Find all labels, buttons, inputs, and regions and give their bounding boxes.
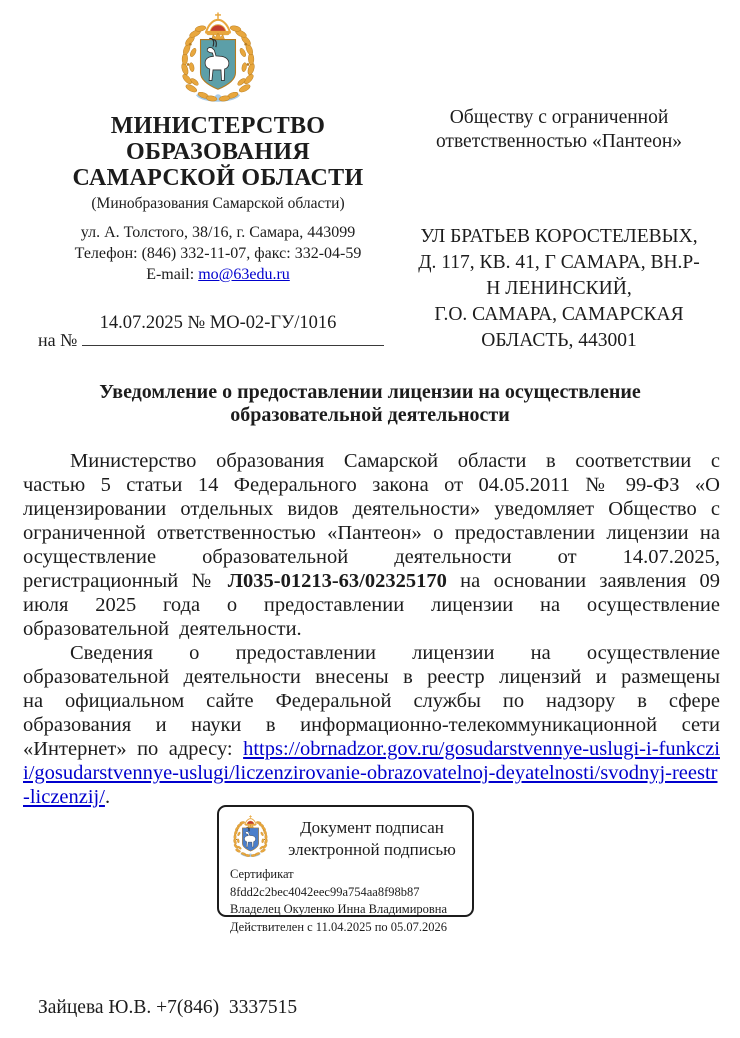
ministry-street-address: ул. А. Толстого, 38/16, г. Самара, 443099 [80,224,356,241]
reply-ref-label: на № [38,330,78,350]
samara-coat-of-arms-icon [172,10,264,106]
registry-url-link[interactable]: https://obrnadzor.gov.ru/gosudarstvennye-uslugi-i-funkczii/gosudarstvennye-uslugi/liczenzirovanie-obrazovatelnoj-deyatelnosti/svodnyj-reestr-liczenzij/ [23,738,720,808]
recipient-address-line: ОБЛАСТЬ, 443001 [481,330,637,351]
email-label: E-mail: [146,266,199,283]
electronic-signature-stamp [217,805,474,934]
document-title-line: образовательной деятельности [230,404,510,426]
email-link[interactable]: mo@63edu.ru [198,266,290,283]
document-title [60,381,680,427]
ministry-name-line: МИНИСТЕРСТВО [110,113,326,139]
reply-reference-line [38,330,390,351]
paragraph-1-text-after: на основании заявления 09 июля 2025 года о предоставлении лицензии на осуществление образовательной деятельности. [23,570,720,640]
recipient-address-line: УЛ БРАТЬЕВ КОРОСТЕЛЕВЫХ, [420,226,698,247]
recipient-address-line: Н ЛЕНИНСКИЙ, [486,278,632,299]
executor-contact: Зайцева Ю.В. +7(846) 3337515 [38,997,298,1018]
document-title-line: Уведомление о предоставлении лицензии на осуществление [99,381,641,403]
ministry-email-line [40,264,396,285]
license-registration-number: Л035-01213-63/02325170 [227,570,447,592]
recipient-address-line: Г.О. САМАРА, САМАРСКАЯ [434,304,684,325]
stamp-validity: Действителен с 11.04.2025 по 05.07.2026 [230,919,448,934]
ministry-name [40,113,396,191]
paragraph-2 [23,641,720,809]
ministry-name-line: САМАРСКОЙ ОБЛАСТИ [72,165,364,191]
stamp-certificate: Сертификат 8fdd2c2bec4042eec99a754aa8f98b87 [230,867,420,899]
reply-ref-blank-line [82,332,384,346]
stamp-title: Документ подписан электронной подписью [288,818,456,859]
recipient-address-line: Д. 117, КВ. 41, Г САМАРА, ВН.Р- [418,252,700,273]
stamp-coat-of-arms-icon [229,814,272,859]
ministry-name-line: ОБРАЗОВАНИЯ [126,139,310,165]
paragraph-2-period: . [104,786,111,808]
ministry-short-name: (Минобразования Самарской области) [91,195,345,212]
paragraph-1-text: Министерство образования Самарской области в соответствии с частью 5 статьи 14 Федерального закона от 04.05.2011 № 99-ФЗ «О лицензировании отдельных видов деятельности» уведомляет Общество с ограниченной ответственностью «Пантеон» о предоставлении лицензии на осуществление образовательной деятельности от 14.07.2025, регистрационный № [23,450,720,592]
ministry-phone-fax: Телефон: (846) 332-11-07, факс: 332-04-59 [74,245,362,262]
letterhead [40,0,396,334]
recipient-block [398,106,720,351]
recipient-address [398,224,720,354]
paragraph-2-text: Сведения о предоставлении лицензии на осуществление образовательной деятельности внесены в реестр лицензий и размещены на официальном сайте Федеральной службы по надзору в сфере образования и науки в информационно-телекоммуникационной сети «Интернет» по адресу: [23,642,720,760]
document-date-number: 14.07.2025 № МО-02-ГУ/1016 [99,313,337,333]
stamp-owner: Владелец Окуленко Инна Владимировна [230,902,448,916]
stamp-details [230,866,470,936]
letter-body [23,449,720,809]
paragraph-1 [23,449,720,641]
ministry-contacts [40,222,396,285]
recipient-name: Обществу с ограниченной ответственностью «Пантеон» [435,107,683,152]
